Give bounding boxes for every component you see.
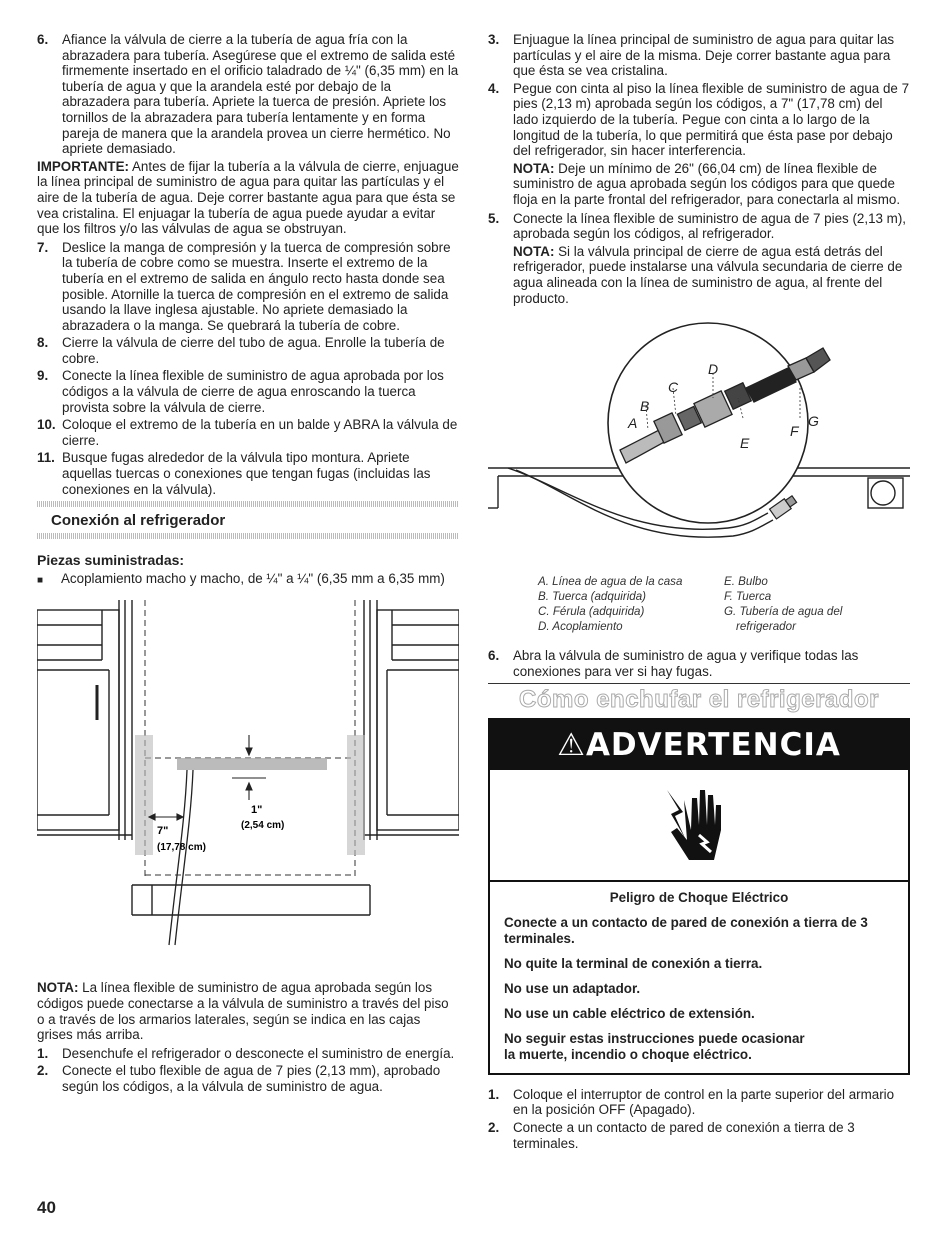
hazard-title: Peligro de Choque Eléctrico (609, 889, 789, 905)
step-text: Pegue con cinta al piso la línea flexible de suministro de agua de 7 pies (2,13 m) aprobada según los códigos, a 7" (17,78 cm) del lado izquierdo de la tubería. Pegue con cinta a lo largo de la longitud de la tubería, lo que permitirá que ésta pase por debajo del refrigerador, sin hacer interferencia. (513, 80, 910, 159)
dim-seven-mm: (17,78 cm) (157, 842, 206, 854)
note-text: Deje un mínimo de 26" (66,04 cm) de línea flexible de suministro de agua aprobada según los códigos para que quede floja en la parte frontal del refrigerador, para conectarla al mismo. (513, 160, 901, 207)
step-text: Coloque el extremo de la tubería en un balde y ABRA la válvula de cierre. (62, 417, 458, 448)
label-e: E (740, 435, 750, 452)
note-2 (488, 244, 910, 306)
legend-item: A. Línea de agua de la casa (538, 575, 683, 589)
step-number: 5. (488, 210, 500, 226)
cabinet-diagram (37, 600, 459, 980)
dim-one: 1" (251, 804, 263, 817)
label-f: F (790, 423, 799, 440)
important-label: IMPORTANTE: (37, 158, 129, 174)
note-label: NOTA: (513, 160, 555, 176)
warning-body (490, 882, 908, 1073)
step-text: Abra la válvula de suministro de agua y verifique todas las conexiones para ver si hay fugas. (513, 648, 859, 679)
legend-item: D. Acoplamiento (538, 620, 623, 634)
note-paragraph (37, 980, 459, 1042)
right-column (488, 32, 910, 1153)
parts-title: Piezas suministradas: (37, 552, 185, 569)
warning-line: No use un adaptador. (504, 980, 641, 996)
step-text: Busque fugas alrededor de la válvula tipo montura. Apriete aquellas tuercas o conexiones que tengan fugas (incluidas las conexiones en la válvula). (62, 450, 431, 497)
step-number: 3. (488, 32, 500, 47)
electric-shock-icon (490, 770, 908, 882)
note-1 (488, 161, 910, 208)
dim-one-mm: (2,54 cm) (241, 820, 285, 832)
warning-line: No quite la terminal de conexión a tierra. (504, 955, 763, 971)
page-number: 40 (37, 1198, 56, 1217)
step-8 (37, 335, 459, 366)
step-number: 2. (37, 1063, 49, 1079)
step-6 (37, 32, 459, 157)
cabinet-diagram-svg (37, 600, 459, 980)
step-text: Cierre la válvula de cierre del tubo de agua. Enrolle la tubería de cobre. (62, 335, 445, 366)
step-text: Afiance la válvula de cierre a la tubería de agua fría con la abrazadera para tubería. Asegúrese que el extremo de salida esté firmemente insertado en el orificio taladrado de ¼" (6,35 mm) en la tubería de agua y que la arandela esté por debajo de la abrazadera para tubería. Apriete la tuerca de presión. Apriete los tornillos de la abrazadera para tubería lentamente y en forma pareja de manera que la arandela provea un cierre hermético. No apriete demasiado. (62, 32, 459, 157)
connection-diagram-svg (488, 318, 910, 568)
legend-item: refrigerador (736, 620, 796, 634)
divider (488, 683, 910, 684)
legend-column-2 (724, 574, 910, 634)
step-number: 7. (37, 239, 49, 255)
hatch-divider (37, 533, 459, 539)
legend-item: F. Tuerca (724, 590, 772, 604)
step-text: Deslice la manga de compresión y la tuerca de compresión sobre la tubería de cobre como se muestra. Inserte el extremo de la tubería en el extremo de salida en ángulo recto hasta donde sea posible. Atornille la tuerca de compresión en el extremo de salida usando la llave inglesa ajustable. No apriete demasiado la abrazadera o la manga. Se quebrará la tubería de cobre. (62, 239, 451, 333)
step-5 (488, 211, 910, 242)
legend-item: G. Tubería de agua del (724, 605, 843, 619)
important-paragraph (37, 159, 459, 237)
step-number: 10. (37, 417, 56, 433)
diagram-legend (538, 574, 910, 634)
warning-triangle-icon: ⚠ (557, 726, 586, 763)
warning-line (504, 1031, 894, 1063)
warning-header (490, 720, 908, 770)
step-3 (488, 32, 910, 79)
connection-diagram (488, 318, 910, 568)
step-11 (37, 450, 459, 497)
step-number: 6. (37, 32, 49, 47)
step-number: 6. (488, 648, 500, 664)
label-b: B (640, 398, 650, 415)
step-text: Conecte el tubo flexible de agua de 7 pies (2,13 mm), aprobado según los códigos, a la válvula de suministro de agua. (62, 1063, 441, 1094)
label-a: A (628, 415, 638, 432)
note-label: NOTA: (37, 980, 79, 996)
step-4 (488, 81, 910, 159)
step-9 (37, 368, 459, 415)
legend-item: C. Férula (adquirida) (538, 605, 645, 619)
legend-item: B. Tuerca (adquirida) (538, 590, 647, 604)
label-c: C (668, 379, 679, 396)
warning-box (488, 718, 910, 1075)
warning-line-a: No seguir estas instrucciones puede ocasionar (504, 1030, 805, 1046)
section-title: Conexión al refrigerador (51, 512, 226, 530)
gray-box-left (135, 735, 153, 855)
step-2 (37, 1063, 459, 1094)
warning-line: No use un cable eléctrico de extensión. (504, 1005, 755, 1021)
step-number: 8. (37, 335, 49, 351)
note-label: NOTA: (513, 243, 555, 259)
step-10 (37, 417, 459, 448)
parts-list-item (37, 571, 459, 589)
step-number: 11. (37, 450, 55, 466)
note-text: Si la válvula principal de cierre de agua está detrás del refrigerador, puede instalarse una válvula secundaria de cierre de agua alineada con la línea de suministro de agua, al frente del producto. (513, 243, 903, 306)
step-number: 1. (488, 1086, 500, 1102)
warning-line: Conecte a un contacto de pared de conexión a tierra de 3 terminales. (504, 914, 868, 946)
step-number: 1. (37, 1045, 49, 1061)
important-text: Antes de fijar la tubería a la válvula de cierre, enjuague la línea principal de suministro de agua para quitar las partículas y el aire de la tubería de agua. Deje correr bastante agua para que ésta se vea cristalina. El enjuagar la tubería de agua puede ayudar a evitar que los filtros y/o las válvulas de agua se obstruyan. (37, 158, 459, 237)
parts-item-text: Acoplamiento macho y macho, de ¼" a ¼" (6,35 mm a 6,35 mm) (61, 570, 445, 586)
step-text: Enjuague la línea principal de suministro de agua para quitar las partículas y el aire de la misma. Deje correr bastante agua para que ésta se vea cristalina. (513, 32, 895, 79)
step-1 (37, 1046, 459, 1062)
plug-step-1 (488, 1087, 910, 1118)
note-text: La línea flexible de suministro de agua aprobada según los códigos puede conectarse a la válvula de suministro a través del piso o a través de los armarios laterales, según se indica en las cajas grises más arriba. (37, 980, 449, 1043)
step-text: Conecte la línea flexible de suministro de agua de 7 pies (2,13 m), aprobada según los códigos, al refrigerador. (513, 210, 907, 242)
step-number: 2. (488, 1120, 500, 1136)
warning-line-b: la muerte, incendio o choque eléctrico. (504, 1046, 752, 1062)
legend-item: E. Bulbo (724, 575, 768, 589)
step-number: 4. (488, 80, 500, 96)
step-text: Conecte la línea flexible de suministro de agua aprobada por los códigos a la válvula de cierre de agua enroscando la tuerca provista sobre la válvula de cierre. (62, 368, 444, 415)
warning-title: ADVERTENCIA (585, 726, 841, 763)
legend-column-1 (538, 574, 724, 634)
plug-step-2 (488, 1120, 910, 1151)
step-text: Coloque el interruptor de control en la parte superior del armario en la posición OFF (Apagado). (513, 1086, 895, 1118)
step-text: Desenchufe el refrigerador o desconecte el suministro de energía. (62, 1045, 455, 1061)
label-d: D (708, 361, 719, 378)
label-g: G (808, 413, 819, 430)
step-text: Conecte a un contacto de pared de conexión a tierra de 3 terminales. (513, 1120, 855, 1151)
gray-box-floor (177, 758, 327, 770)
dim-seven: 7" (157, 825, 169, 838)
section-header (37, 501, 459, 545)
step-number: 9. (37, 368, 49, 384)
gray-box-right (347, 735, 365, 855)
step-7 (37, 240, 459, 334)
step-6 (488, 648, 910, 679)
plug-section-title: Cómo enchufar el refrigerador (519, 686, 879, 714)
left-column (37, 32, 459, 1097)
square-bullet-icon: ■ (37, 574, 44, 586)
left-cabinet (37, 610, 119, 830)
